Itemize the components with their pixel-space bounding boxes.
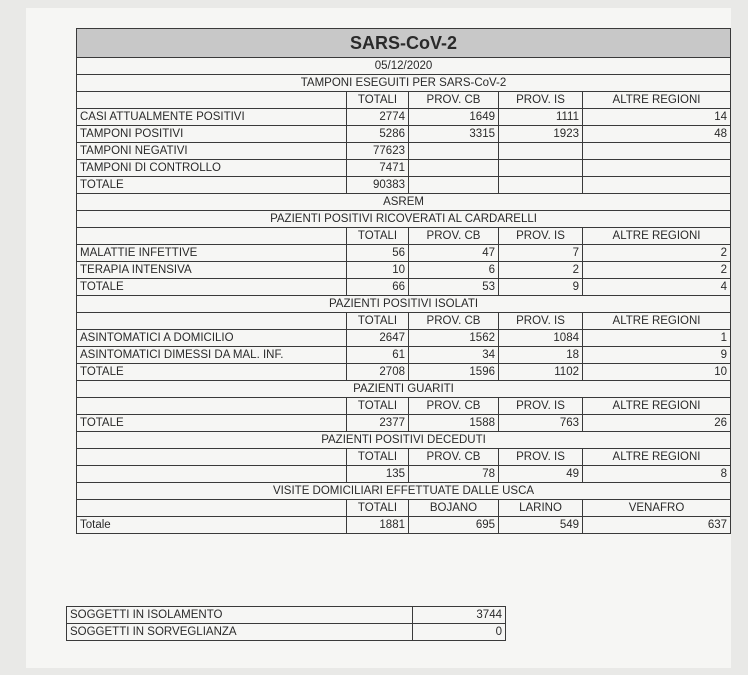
deceduti-column-header: TOTALI: [347, 449, 409, 466]
tamponi-row-value: [583, 177, 731, 194]
isolati-column-header: ALTRE REGIONI: [583, 313, 731, 330]
guariti-column-header: ALTRE REGIONI: [583, 398, 731, 415]
usca-column-header: VENAFRO: [583, 500, 731, 517]
summary-row: [67, 607, 506, 624]
ricoverati-header-row: [77, 211, 731, 228]
ricoverati-column-header: ALTRE REGIONI: [583, 228, 731, 245]
document-sheet: [26, 8, 731, 668]
guariti-column-header: PROV. CB: [409, 398, 499, 415]
tamponi-section-title: TAMPONI ESEGUITI PER SARS-CoV-2: [77, 75, 731, 92]
isolati-row-value: 10: [583, 364, 731, 381]
usca-row-value: 695: [409, 517, 499, 534]
table-row: [77, 177, 731, 194]
tamponi-row-value: 5286: [347, 126, 409, 143]
deceduti-column-header: PROV. IS: [499, 449, 583, 466]
ricoverati-column-header-blank: [77, 228, 347, 245]
guariti-row-value: 763: [499, 415, 583, 432]
tamponi-row-value: 1923: [499, 126, 583, 143]
ricoverati-row-value: 47: [409, 245, 499, 262]
usca-row-label: Totale: [77, 517, 347, 534]
guariti-column-header: TOTALI: [347, 398, 409, 415]
tamponi-column-headers: [77, 92, 731, 109]
asrem-label: ASREM: [77, 194, 731, 211]
tamponi-row-value: 1649: [409, 109, 499, 126]
deceduti-column-header: PROV. CB: [409, 449, 499, 466]
isolati-row-value: 61: [347, 347, 409, 364]
tamponi-column-header: PROV. IS: [499, 92, 583, 109]
table-row: [77, 109, 731, 126]
tamponi-column-header-blank: [77, 92, 347, 109]
guariti-row-value: 26: [583, 415, 731, 432]
tamponi-column-header: PROV. CB: [409, 92, 499, 109]
ricoverati-section-title: PAZIENTI POSITIVI RICOVERATI AL CARDARELLI: [77, 211, 731, 228]
summary-value: 3744: [412, 607, 505, 624]
usca-section-title: VISITE DOMICILIARI EFFETTUATE DALLE USCA: [77, 483, 731, 500]
covid-report-table: [76, 28, 731, 534]
table-row: [77, 279, 731, 296]
guariti-row-value: 2377: [347, 415, 409, 432]
ricoverati-column-header: TOTALI: [347, 228, 409, 245]
ricoverati-row-value: 53: [409, 279, 499, 296]
tamponi-row-value: 7471: [347, 160, 409, 177]
usca-column-header-blank: [77, 500, 347, 517]
summary-value: 0: [412, 624, 505, 641]
tamponi-row-value: 90383: [347, 177, 409, 194]
isolati-header-row: [77, 296, 731, 313]
report-title: SARS-CoV-2: [77, 29, 731, 58]
tamponi-row-label: TOTALE: [77, 177, 347, 194]
isolati-row-value: 1596: [409, 364, 499, 381]
usca-header-row: [77, 483, 731, 500]
isolati-row-label: ASINTOMATICI A DOMICILIO: [77, 330, 347, 347]
tamponi-header-row: [77, 75, 731, 92]
deceduti-section-title: PAZIENTI POSITIVI DECEDUTI: [77, 432, 731, 449]
deceduti-row-value: 78: [409, 466, 499, 483]
usca-column-headers: [77, 500, 731, 517]
ricoverati-row-value: 56: [347, 245, 409, 262]
table-row: [77, 143, 731, 160]
isolati-column-header: PROV. IS: [499, 313, 583, 330]
tamponi-row-value: [409, 160, 499, 177]
isolati-row-value: 9: [583, 347, 731, 364]
summary-label: SOGGETTI IN SORVEGLIANZA: [67, 624, 413, 641]
isolati-row-label: ASINTOMATICI DIMESSI DA MAL. INF.: [77, 347, 347, 364]
tamponi-row-value: [499, 143, 583, 160]
table-row: [77, 245, 731, 262]
ricoverati-row-value: 10: [347, 262, 409, 279]
ricoverati-row-value: 66: [347, 279, 409, 296]
deceduti-row-value: 135: [347, 466, 409, 483]
tamponi-row-value: 1111: [499, 109, 583, 126]
isolati-column-header: TOTALI: [347, 313, 409, 330]
ricoverati-row-value: 2: [583, 262, 731, 279]
ricoverati-row-value: 2: [499, 262, 583, 279]
table-row: [77, 160, 731, 177]
ricoverati-row-label: TOTALE: [77, 279, 347, 296]
ricoverati-column-headers: [77, 228, 731, 245]
isolati-row-value: 2708: [347, 364, 409, 381]
tamponi-row-label: CASI ATTUALMENTE POSITIVI: [77, 109, 347, 126]
usca-column-header: BOJANO: [409, 500, 499, 517]
ricoverati-row-value: 6: [409, 262, 499, 279]
guariti-column-headers: [77, 398, 731, 415]
ricoverati-row-label: MALATTIE INFETTIVE: [77, 245, 347, 262]
table-row: [77, 347, 731, 364]
ricoverati-column-header: PROV. CB: [409, 228, 499, 245]
deceduti-column-header: ALTRE REGIONI: [583, 449, 731, 466]
isolati-row-value: 34: [409, 347, 499, 364]
summary-row: [67, 624, 506, 641]
usca-row-value: 1881: [347, 517, 409, 534]
tamponi-row-value: 77623: [347, 143, 409, 160]
ricoverati-row-value: 2: [583, 245, 731, 262]
usca-row-value: 549: [499, 517, 583, 534]
table-row: [77, 330, 731, 347]
isolati-row-label: TOTALE: [77, 364, 347, 381]
guariti-section-title: PAZIENTI GUARITI: [77, 381, 731, 398]
guariti-header-row: [77, 381, 731, 398]
table-row: [77, 466, 731, 483]
isolati-row-value: 2647: [347, 330, 409, 347]
ricoverati-row-value: 4: [583, 279, 731, 296]
ricoverati-row-label: TERAPIA INTENSIVA: [77, 262, 347, 279]
report-date: 05/12/2020: [77, 58, 731, 75]
table-row: [77, 262, 731, 279]
tamponi-row-label: TAMPONI DI CONTROLLO: [77, 160, 347, 177]
tamponi-row-value: 2774: [347, 109, 409, 126]
isolati-row-value: 1562: [409, 330, 499, 347]
deceduti-column-header-blank: [77, 449, 347, 466]
tamponi-row-value: 14: [583, 109, 731, 126]
ricoverati-row-value: 9: [499, 279, 583, 296]
tamponi-row-value: [583, 143, 731, 160]
table-row: [77, 126, 731, 143]
isolati-column-header-blank: [77, 313, 347, 330]
deceduti-row-value: 8: [583, 466, 731, 483]
tamponi-row-value: [583, 160, 731, 177]
tamponi-row-value: 48: [583, 126, 731, 143]
tamponi-row-value: [499, 160, 583, 177]
asrem-row: [77, 194, 731, 211]
usca-column-header: TOTALI: [347, 500, 409, 517]
deceduti-header-row: [77, 432, 731, 449]
isolati-row-value: 1102: [499, 364, 583, 381]
isolati-row-value: 18: [499, 347, 583, 364]
deceduti-row-label: [77, 466, 347, 483]
isolati-row-value: 1084: [499, 330, 583, 347]
isolati-column-headers: [77, 313, 731, 330]
summary-table: [66, 606, 506, 641]
usca-column-header: LARINO: [499, 500, 583, 517]
guariti-column-header-blank: [77, 398, 347, 415]
table-row: [77, 364, 731, 381]
guariti-row-label: TOTALE: [77, 415, 347, 432]
ricoverati-column-header: PROV. IS: [499, 228, 583, 245]
table-row: [77, 517, 731, 534]
summary-label: SOGGETTI IN ISOLAMENTO: [67, 607, 413, 624]
ricoverati-row-value: 7: [499, 245, 583, 262]
deceduti-row-value: 49: [499, 466, 583, 483]
tamponi-row-value: 3315: [409, 126, 499, 143]
tamponi-row-label: TAMPONI POSITIVI: [77, 126, 347, 143]
tamponi-column-header: TOTALI: [347, 92, 409, 109]
guariti-row-value: 1588: [409, 415, 499, 432]
tamponi-column-header: ALTRE REGIONI: [583, 92, 731, 109]
tamponi-row-label: TAMPONI NEGATIVI: [77, 143, 347, 160]
tamponi-row-value: [409, 143, 499, 160]
isolati-row-value: 1: [583, 330, 731, 347]
guariti-column-header: PROV. IS: [499, 398, 583, 415]
isolati-section-title: PAZIENTI POSITIVI ISOLATI: [77, 296, 731, 313]
usca-row-value: 637: [583, 517, 731, 534]
isolati-column-header: PROV. CB: [409, 313, 499, 330]
table-row: [77, 415, 731, 432]
tamponi-row-value: [499, 177, 583, 194]
deceduti-column-headers: [77, 449, 731, 466]
tamponi-row-value: [409, 177, 499, 194]
